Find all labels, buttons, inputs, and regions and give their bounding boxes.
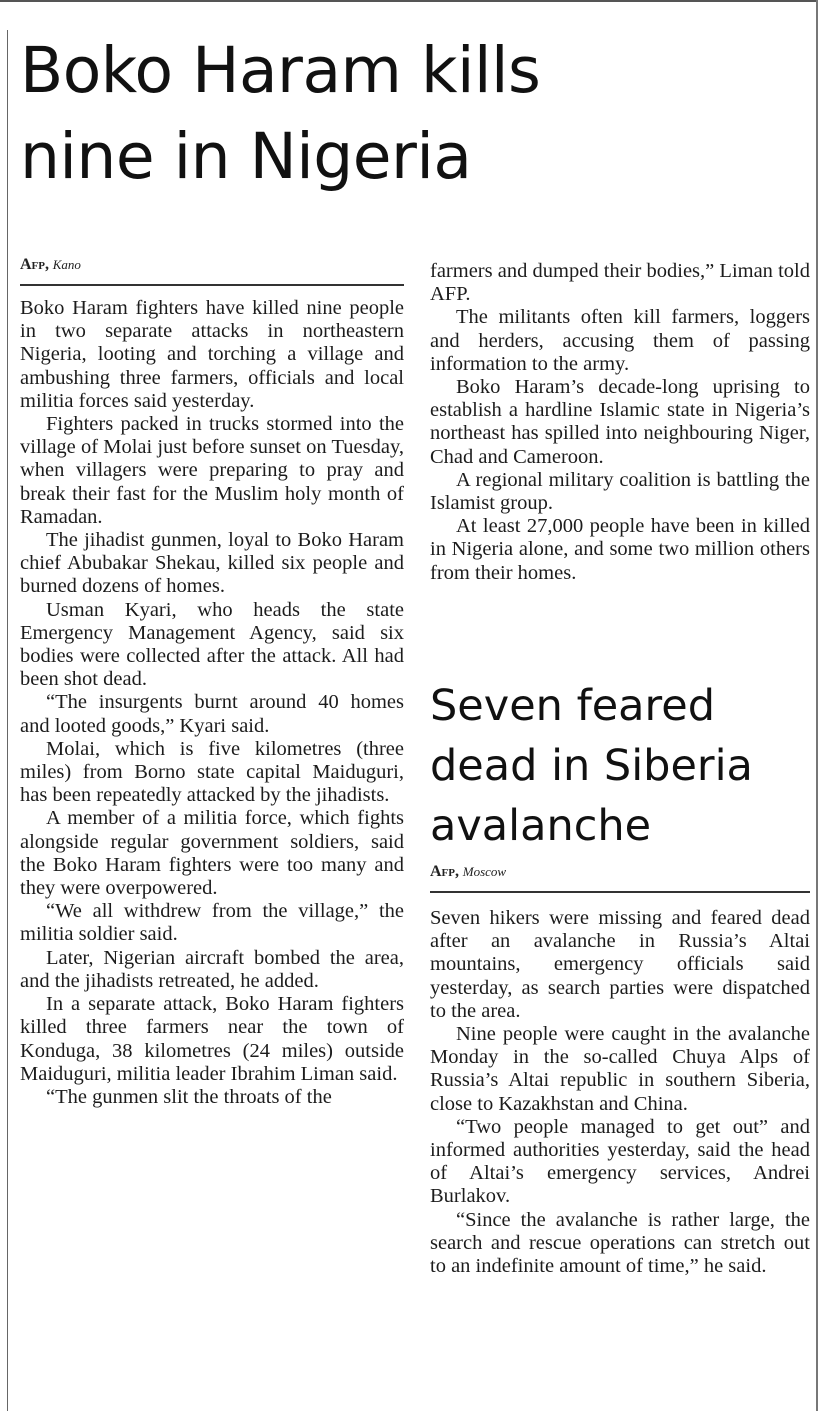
article1-paragraph: Boko Haram fighters have killed nine people in two separate attacks in northeastern Nigeria, looting and torching a village and ambushing three farmers, officials and local militia forces said yesterday. [20, 297, 404, 412]
article1-paragraph: Fighters packed in trucks stormed into the village of Molai just before sunset on Tuesday, when villagers were preparing to pray and break their fast for the Muslim holy month of Ramadan. [20, 413, 404, 528]
article1-place: Kano [52, 257, 81, 272]
article1-paragraph: “The gunmen slit the throats of the [46, 1085, 332, 1108]
article2-headline-line3: avalanche [430, 801, 652, 851]
article1-headline-line2: nine in Nigeria [20, 120, 472, 193]
article1-paragraph: Later, Nigerian aircraft bombed the area, and the jihadists retreated, he added. [20, 946, 404, 992]
article2-agency: Afp, [430, 863, 459, 880]
article1-column-2 [430, 260, 810, 585]
article1-paragraph: At least 27,000 people have been in killed in Nigeria alone, and some two million others from their homes. [430, 515, 810, 584]
article1-byline [20, 256, 81, 274]
article1-byline-rule [20, 284, 404, 286]
article2-headline [430, 676, 810, 856]
article1-headline [20, 28, 810, 200]
article1-paragraph: “The insurgents burnt around 40 homes and looted goods,” Kyari said. [20, 691, 404, 737]
article1-column-1 [20, 297, 404, 1109]
article2-byline-rule [430, 891, 810, 893]
article1-paragraph: “We all withdrew from the village,” the militia soldier said. [20, 900, 404, 946]
article1-paragraph: Usman Kyari, who heads the state Emergency Management Agency, said six bodies were collected after the attack. All had been shot dead. [20, 598, 404, 691]
article1-paragraph: A member of a militia force, which fights alongside regular government soldiers, said the Boko Haram fighters were too many and they were overpowered. [20, 807, 404, 900]
article2-headline-line1: Seven feared [430, 681, 716, 731]
article2-byline [430, 863, 506, 881]
article2-paragraph: Seven hikers were missing and feared dead after an avalanche in Russia’s Altai mountains, emergency officials said yesterday, as search parties were dispatched to the area. [430, 907, 810, 1022]
article1-paragraph: Boko Haram’s decade-long uprising to establish a hardline Islamic state in Nigeria’s northeast has spilled into neighbouring Niger, Chad and Cameroon. [430, 376, 810, 468]
article1-paragraph: The militants often kill farmers, loggers and herders, accusing them of passing information to the army. [430, 306, 810, 375]
top-border [0, 0, 818, 2]
article1-agency: Afp, [20, 256, 49, 273]
article2-body [430, 907, 810, 1278]
article2-paragraph: Nine people were caught in the avalanche Monday in the so-called Chuya Alps of Russia’s Altai republic in southern Siberia, close to Kazakhstan and China. [430, 1023, 810, 1115]
article1-paragraph: farmers and dumped their bodies,” Liman told AFP. [430, 260, 810, 306]
article2-paragraph: “Two people managed to get out” and informed authorities yesterday, said the head of Altai’s emergency services, Andrei Burlakov. [430, 1115, 810, 1208]
article1-paragraph: The jihadist gunmen, loyal to Boko Haram chief Abubakar Shekau, killed six people and burned dozens of homes. [20, 529, 404, 598]
article1-headline-line1: Boko Haram kills [20, 34, 541, 107]
article1-paragraph: In a separate attack, Boko Haram fighters killed three farmers near the town of Konduga, 38 kilometres (24 miles) outside Maiduguri, militia leader Ibrahim Liman said. [20, 993, 404, 1085]
article2-paragraph: “Since the avalanche is rather large, the search and rescue operations can stretch out to an indefinite amount of time,” he said. [430, 1208, 810, 1278]
left-column-rule [7, 30, 8, 1411]
article1-paragraph: Molai, which is five kilometres (three miles) from Borno state capital Maiduguri, has been repeatedly attacked by the jihadists. [20, 737, 404, 807]
article2-place: Moscow [462, 864, 507, 879]
article1-paragraph: A regional military coalition is battling the Islamist group. [430, 468, 810, 515]
article2-headline-line2: dead in Siberia [430, 741, 753, 791]
